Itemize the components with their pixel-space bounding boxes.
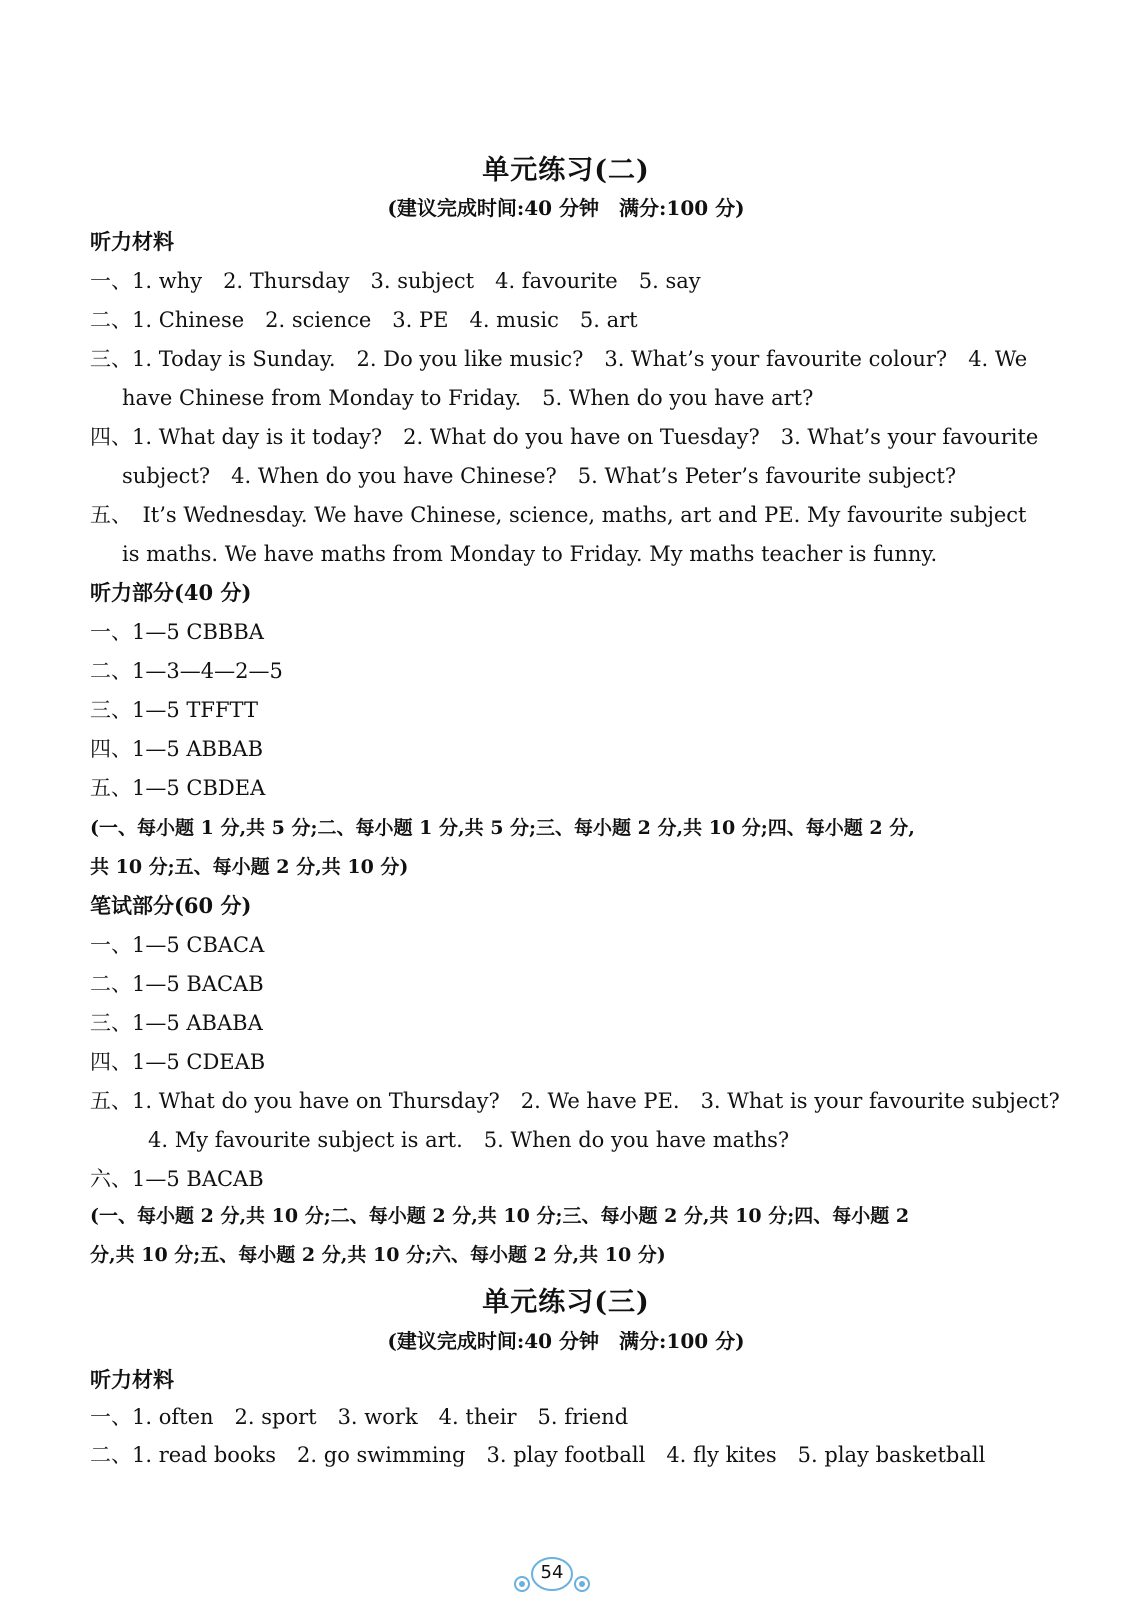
unit2-listening-material-heading: 听力材料 [90,229,174,254]
answer-line: 五、1. What do you have on Thursday? 2. We have PE. 3. What is your favourite subject? [90,1089,1060,1113]
material-line: 二、1. Chinese 2. science 3. PE 4. music 5. art [90,308,638,332]
material-line: 四、1. What day is it today? 2. What do you have on Tuesday? 3. What’s your favourite [90,425,1039,449]
material-line: have Chinese from Monday to Friday. 5. When do you have art? [122,386,814,410]
answer-line: 一、1—5 CBACA [90,933,265,957]
answer-line: 二、1—5 BACAB [90,972,264,996]
score-note: (一、每小题 2 分,共 10 分;二、每小题 2 分,共 10 分;三、每小题 2 分,共 10 分;四、每小题 2 [90,1205,910,1227]
listening-part-heading: 听力部分(40 分) [90,580,252,605]
unit3-title: 单元练习(三) [482,1287,650,1318]
answer-line: 六、1—5 BACAB [90,1167,264,1191]
score-note: 分,共 10 分;五、每小题 2 分,共 10 分;六、每小题 2 分,共 10 分) [90,1244,666,1266]
material-line: subject? 4. When do you have Chinese? 5. What’s Peter’s favourite subject? [122,464,957,488]
answer-line: 三、1—5 TFFTT [90,698,258,722]
unit3-listening-material-heading: 听力材料 [90,1367,174,1392]
page-number: 54 [540,1562,564,1583]
answer-line: 四、1—5 CDEAB [90,1050,266,1074]
written-part-heading: 笔试部分(60 分) [90,893,252,918]
score-note: (一、每小题 1 分,共 5 分;二、每小题 1 分,共 5 分;三、每小题 2 分,共 10 分;四、每小题 2 分, [90,817,915,839]
answer-line: 四、1—5 ABBAB [90,737,264,761]
material-line: 三、1. Today is Sunday. 2. Do you like music? 3. What’s your favourite colour? 4. We [90,347,1028,371]
unit2-title: 单元练习(二) [482,155,650,186]
material-line: 五、 It’s Wednesday. We have Chinese, science, maths, art and PE. My favourite subject [90,503,1027,527]
score-note: 共 10 分;五、每小题 2 分,共 10 分) [90,856,409,878]
answer-line: 三、1—5 ABABA [90,1011,263,1035]
material-line: 一、1. why 2. Thursday 3. subject 4. favourite 5. say [90,269,701,293]
unit3-subtitle: (建议完成时间:40 分钟 满分:100 分) [387,1329,745,1353]
material-line: is maths. We have maths from Monday to Friday. My maths teacher is funny. [122,542,938,566]
answer-line: 一、1—5 CBBBA [90,620,264,644]
answer-line: 五、1—5 CBDEA [90,776,266,800]
material-line: 二、1. read books 2. go swimming 3. play football 4. fly kites 5. play basketball [90,1443,986,1467]
answer-line: 二、1—3—4—2—5 [90,659,283,683]
unit2-subtitle: (建议完成时间:40 分钟 满分:100 分) [387,196,745,220]
answer-line: 4. My favourite subject is art. 5. When do you have maths? [148,1128,790,1152]
page-number-badge [512,1556,592,1596]
material-line: 一、1. often 2. sport 3. work 4. their 5. friend [90,1405,629,1429]
